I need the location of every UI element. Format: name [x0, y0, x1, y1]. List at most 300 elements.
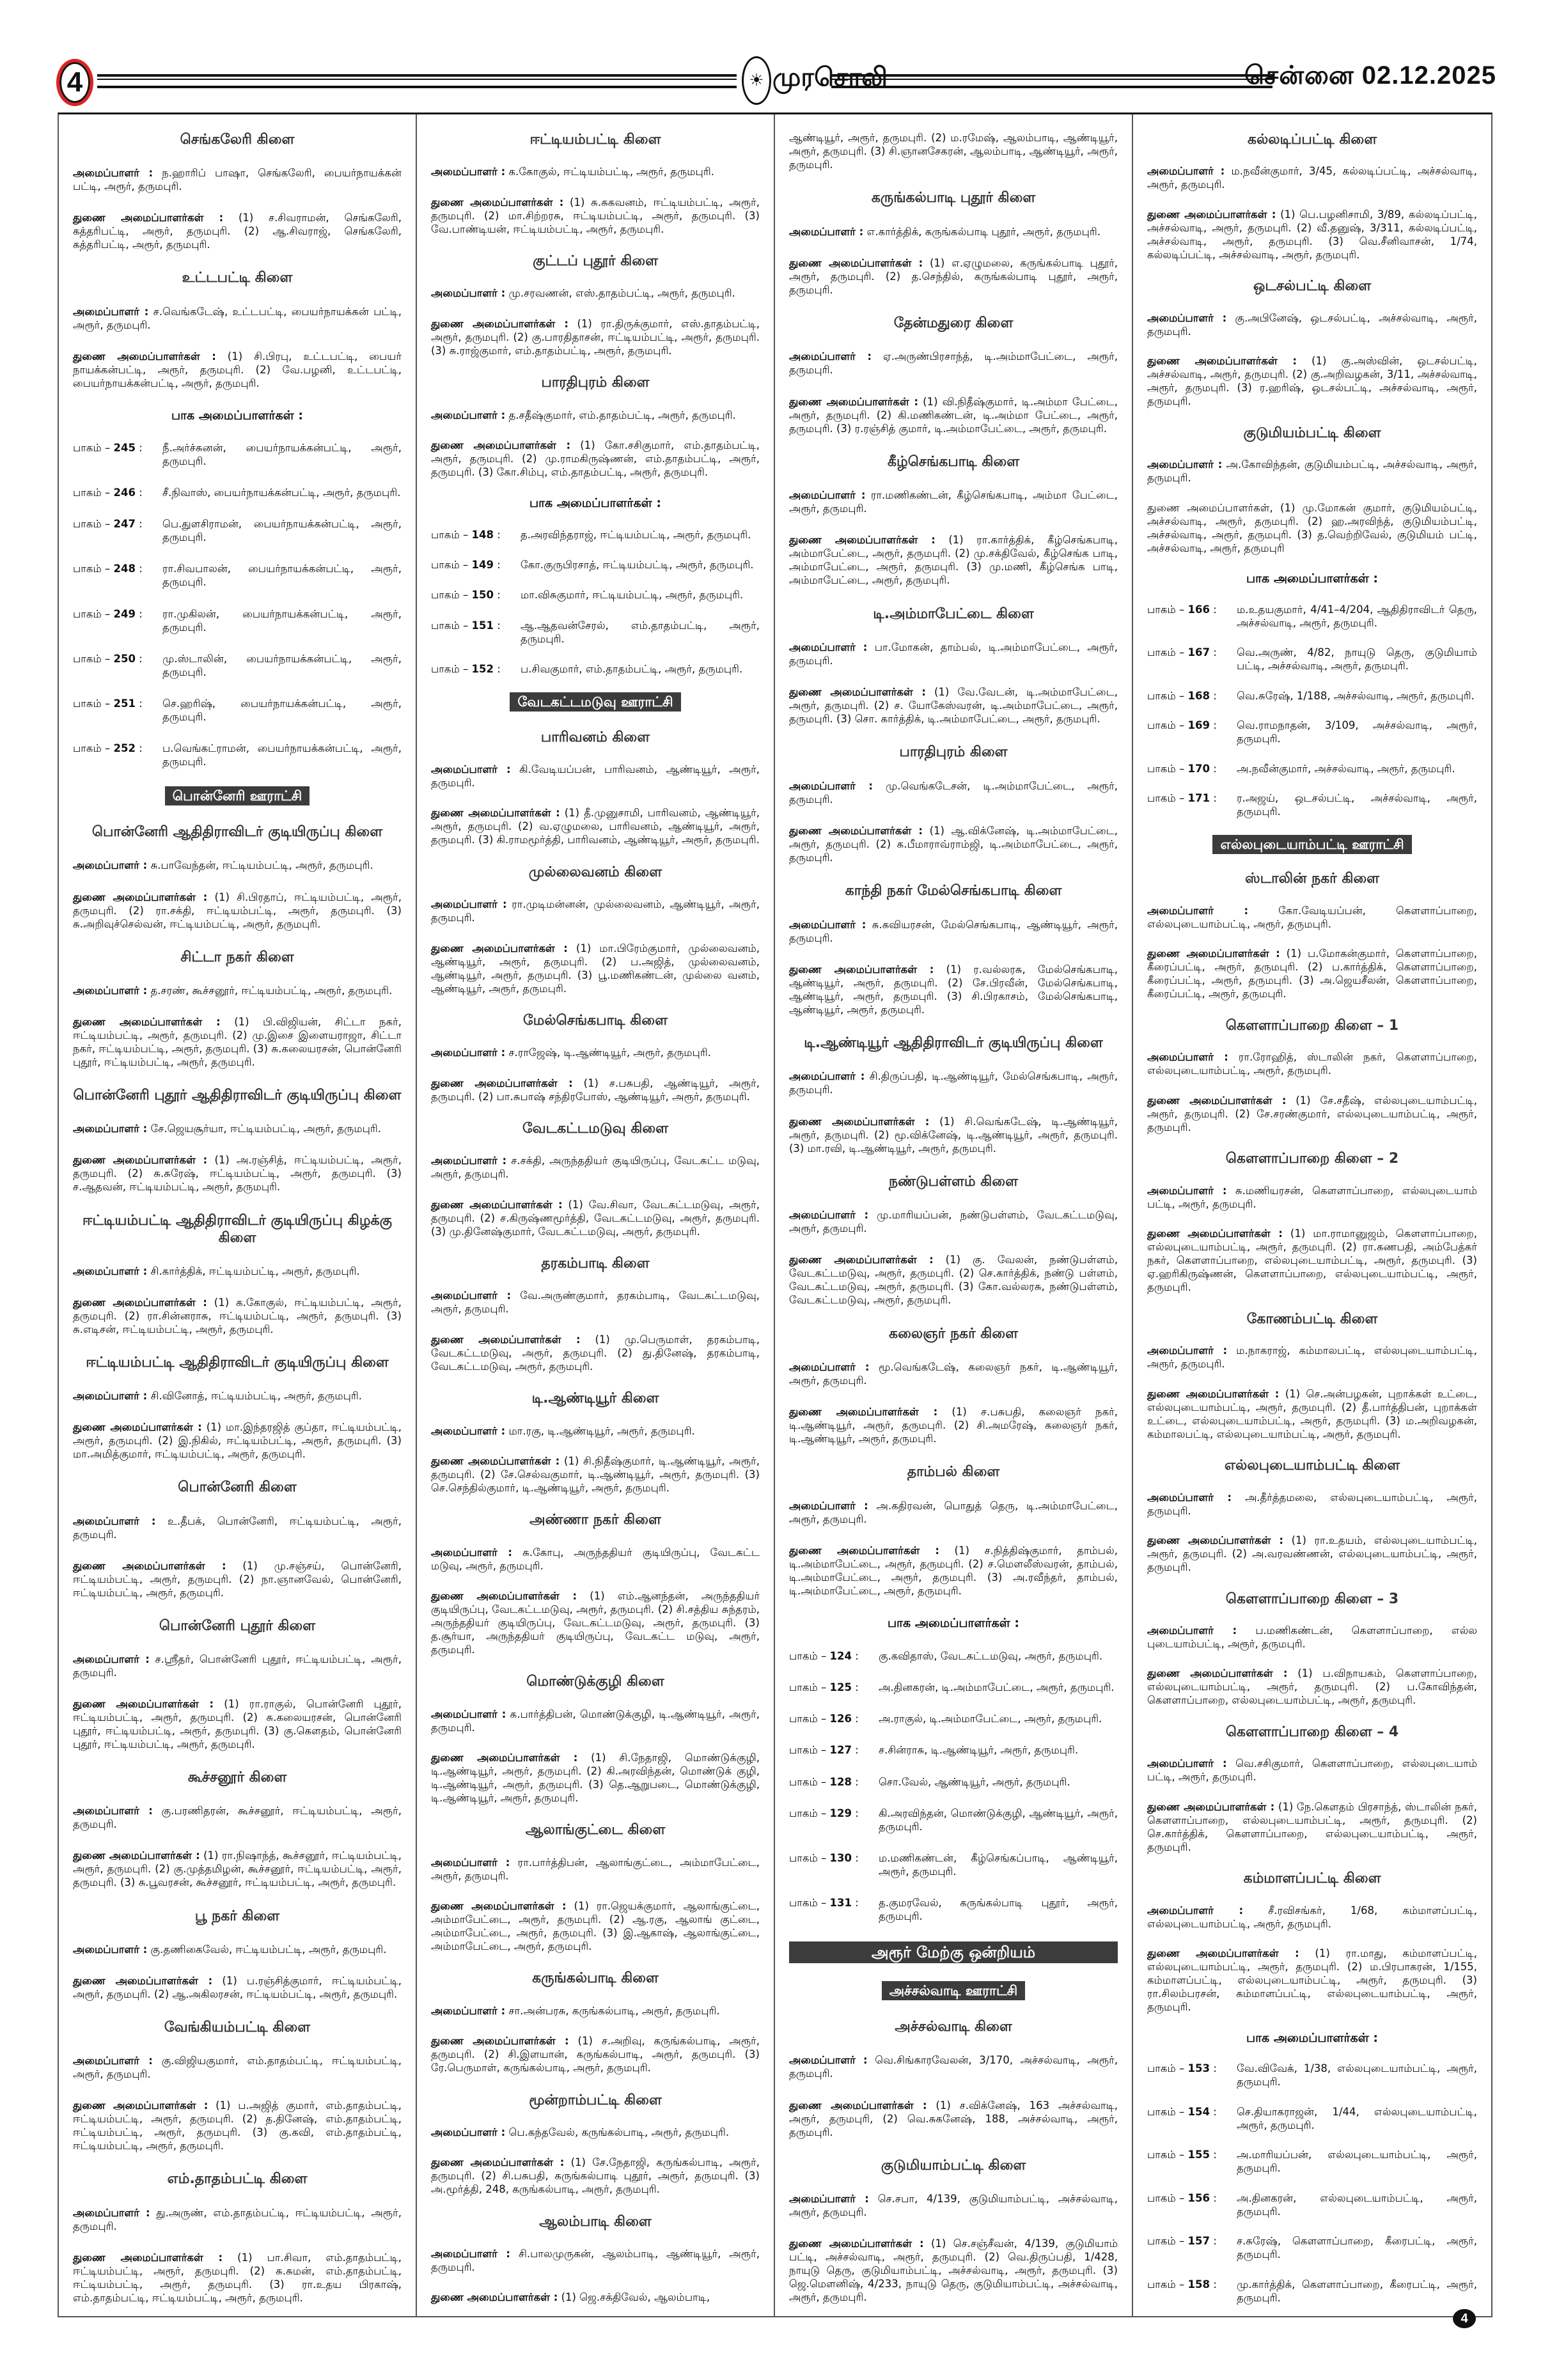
booth-colon: :: [1213, 2235, 1217, 2248]
booth-organiser-row: [789, 1712, 1118, 1725]
entry-label: துணை அமைப்பாளர்கள் :: [73, 891, 208, 903]
entry-label: துணை அமைப்பாளர்கள் :: [73, 1849, 200, 1862]
entry-label: துணை அமைப்பாளர்கள் :: [1147, 1667, 1288, 1680]
organiser-entry: [431, 2247, 760, 2274]
entry-label: அமைப்பாளர் :: [431, 1856, 510, 1869]
booth-organiser-text: நீ.அர்ச்சுனன், பையர்நாயக்கன்பட்டி, அரூர், தருமபுரி.: [162, 441, 402, 467]
branch-heading: ஈட்டியம்பட்டி ஆதிதிராவிடர் குடியிருப்பு கிளை: [86, 1354, 389, 1371]
deputy-organisers-entry: [431, 1198, 760, 1238]
booth-organiser-text: ரா.முகிலன், பையர்நாயக்கன்பட்டி, அரூர், தருமபுரி.: [162, 607, 402, 634]
entry-label: துணை அமைப்பாளர்கள் :: [73, 1974, 213, 1987]
booth-label: பாகம் –: [73, 563, 111, 575]
entry-text: சி.வினோத், ஈட்டியம்பட்டி, அரூர், தருமபுரி.: [150, 1390, 363, 1403]
booth-organiser-row: [73, 697, 402, 724]
branch-heading: பொன்னேரி ஆதிதிராவிடர் குடியிருப்பு கிளை: [91, 824, 383, 841]
entry-text: (1) ஜெ.சக்திவேல், ஆலம்பாடி,: [561, 2291, 710, 2304]
organiser-entry: [431, 1154, 760, 1181]
entry-label: துணை அமைப்பாளர்கள் :: [789, 824, 923, 837]
branch-heading: குடுமியம்பட்டி கிளை: [1243, 424, 1381, 441]
organiser-entry: [431, 286, 760, 300]
branch-heading: வேங்கியம்பட்டி கிளை: [164, 2019, 311, 2036]
booth-label: பாகம் –: [789, 1897, 827, 1909]
booth-organiser-text: ரா.சிவபாலன், பையர்நாயக்கன்பட்டி, அரூர், தருமபுரி.: [162, 563, 402, 589]
booth-label: பாகம் –: [1147, 792, 1185, 805]
entry-text: (1) பா.சிவா, எம்.தாதம்பட்டி, ஈட்டியம்பட்டி, அரூர், தருமபுரி. (2) சு.சுமன், எம்.தாதம்பட்டி, ஈட்டியம்பட்டி, அரூர், தருமபுரி. (3) ரா.உதய பிரகாஷ், எம்.தாதம்பட்டி, ஈட்டியம்பட்டி, அரூர், தருமபுரி.: [73, 2251, 402, 2304]
booth-organiser-row: [1147, 719, 1477, 745]
booth-organiser-text: ச.சுரேஷ், கௌளாப்பாறை, கீரைபட்டி, அரூர், தருமபுரி.: [1237, 2235, 1477, 2261]
booth-number-value: 131: [829, 1897, 852, 1909]
entry-text: (1) சி.பிரபு, உட்டபட்டி, பையர் நாயக்கன்பட்டி, அரூர், தருமபுரி. (2) வே.பழனி, உட்டபட்டி, பையர்நாயக்கன்பட்டி, அரூர், தருமபுரி.: [73, 350, 402, 389]
booth-label: பாகம் –: [431, 663, 469, 676]
booth-organiser-row: [431, 619, 760, 646]
booth-colon: :: [497, 528, 501, 541]
booth-organiser-row: [789, 1775, 1118, 1789]
entry-label: துணை அமைப்பாளர்கள் :: [431, 807, 560, 820]
booth-organiser-row: [1147, 646, 1477, 673]
entry-text: ப.மணிகண்டன், கௌளாப்பாறை, எல்ல புடையாம்பட்டி, அரூர், தருமபுரி.: [1147, 1624, 1477, 1650]
entry-text: மு.சரவணன், எஸ்.தாதம்பட்டி, அரூர், தருமபுரி.: [508, 287, 735, 300]
entry-label: துணை அமைப்பாளர்கள் :: [789, 1406, 938, 1419]
entry-text: (1) வே.சிவா, வேடகட்டமடுவு, அரூர், தருமபுரி. (2) ச.கிருஷ்ணமூர்த்தி, வேடகட்டமடுவு, அரூர், தருமபுரி. (3) மு.தினேஷ்குமார், வேடகட்டமடுவு, அரூர், தருமபுரி.: [431, 1198, 760, 1238]
organiser-entry: [431, 1289, 760, 1316]
booth-organiser-row: [1147, 603, 1477, 630]
booth-organiser-text: வெ.ராமநாதன், 3/109, அச்சல்வாடி, அரூர், தருமபுரி.: [1237, 719, 1477, 745]
booth-colon: :: [139, 563, 143, 575]
booth-organisers-heading: பாக அமைப்பாளர்கள் :: [171, 408, 303, 423]
entry-label: அமைப்பாளர் :: [1147, 458, 1223, 471]
booth-organiser-row: [431, 588, 760, 602]
deputy-organisers-entry: [1147, 1667, 1477, 1707]
booth-number-value: 128: [829, 1775, 852, 1788]
entry-label: அமைப்பாளர் :: [73, 984, 148, 997]
branch-heading: பாரதிபுரம் கிளை: [899, 744, 1008, 761]
branch-heading: பாரதிபுரம் கிளை: [541, 375, 650, 391]
entry-text: க.பார்த்திபன், மொண்டுக்குழி, டி.ஆண்டியூர், அரூர், தருமபுரி.: [431, 1707, 760, 1734]
branch-heading: ஆலாங்குட்டை கிளை: [525, 1822, 666, 1839]
branch-heading: குடுமியாம்பட்டி கிளை: [881, 2157, 1026, 2174]
booth-label: பாகம் –: [431, 558, 469, 571]
entry-text: (1) ச.பசுபதி, கலைஞர் நகர், டி.ஆண்டியூர், அரூர், தருமபுரி. (2) சி.அமரேஷ், கலைஞர் நகர், டி.ஆண்டியூர், அரூர், தருமபுரி.: [789, 1406, 1118, 1445]
deputy-organisers-entry: [1147, 208, 1477, 261]
booth-organiser-text: ர.அஜய், ஒடசல்பட்டி, அச்சல்வாடி, அரூர், தருமபுரி.: [1237, 792, 1477, 818]
organiser-entry: [1147, 1757, 1477, 1784]
entry-label: அமைப்பாளர் :: [73, 2206, 150, 2219]
entry-label: துணை அமைப்பாளர்கள் :: [73, 1698, 214, 1711]
entry-label: அமைப்பாளர் :: [789, 225, 864, 238]
entry-label: அமைப்பாளர் :: [431, 166, 506, 178]
booth-organiser-row: [73, 607, 402, 634]
entry-label: அமைப்பாளர் :: [789, 1209, 869, 1222]
deputy-organisers-entry: [431, 1589, 760, 1656]
deputy-organisers-entry: [431, 1454, 760, 1495]
entry-text: பா.மோகன், தாம்பல், டி.அம்மாபேட்டை, அரூர், தருமபுரி.: [789, 641, 1118, 667]
entry-text: (1) வே.வேடன், டி.அம்மாபேட்டை, அரூர், தருமபுரி. (2) ச. யோகேஸ்வரன், டி.அம்மாபேட்டை, அரூர், தருமபுரி. (3) சொ. கார்த்திக், டி.அம்மாபேட்டை, அரூர், தருமபுரி.: [789, 686, 1118, 726]
entry-label: அமைப்பாளர் :: [1147, 165, 1225, 178]
organiser-entry: [789, 1069, 1118, 1096]
entry-text: (1) ரா.ஜெயக்குமார், ஆலாங்குட்டை, அம்மாபேட்டை, அரூர், தருமபுரி. (2) ஆ.ரகு, ஆலாங் குட்டை, அம்மாபேட்டை, அரூர், தருமபுரி. (3) இ.ஆகாஷ், ஆலாங்குட்டை, அம்மாபேட்டை, அரூர், தருமபுரி.: [431, 1900, 760, 1953]
deputy-organisers-entry: [431, 1077, 760, 1103]
deputy-organisers-entry: [73, 2251, 402, 2305]
organiser-entry: [73, 1122, 402, 1135]
booth-number-value: 124: [829, 1649, 852, 1662]
entry-label: அமைப்பாளர் :: [73, 167, 153, 180]
branch-heading: முல்லைவனம் கிளை: [528, 864, 662, 880]
branch-heading: காந்தி நகர் மேல்செங்கபாடி கிளை: [845, 883, 1062, 899]
organiser-entry: [431, 165, 760, 178]
entry-label: அமைப்பாளர் :: [73, 1390, 148, 1403]
entry-label: துணை அமைப்பாளர்கள் :: [789, 2237, 924, 2250]
booth-label: பாகம் –: [1147, 2149, 1185, 2161]
booth-colon: :: [139, 486, 143, 499]
booth-label: பாகம் –: [73, 518, 111, 531]
booth-organiser-row: [789, 1896, 1118, 1923]
booth-colon: :: [855, 1649, 859, 1662]
booth-number-value: 166: [1187, 603, 1210, 616]
booth-colon: :: [497, 558, 501, 571]
booth-number-value: 248: [113, 563, 136, 575]
entry-text: ம.நவீன்குமார், 3/45, கல்லடிப்பட்டி, அச்சல்வாடி, அரூர், தருமபுரி.: [1147, 165, 1477, 191]
entry-text: சு.கோபு, அருந்ததியர் குடியிருப்பு, வேடகட்ட மடுவு, அரூர், தருமபுரி.: [431, 1546, 760, 1572]
booth-organiser-text: செ.தியாகராஜன், 1/44, எல்லபுடையாம்பட்டி, அரூர், தருமபுரி.: [1237, 2105, 1477, 2131]
booth-number-value: 252: [113, 742, 136, 754]
entry-text: சா.அன்பரசு, கருங்கல்பாடி, அரூர், தருமபுரி.: [508, 2004, 720, 2017]
entry-text: (1) செ.அன்பழகன், புறாக்கள் உட்டை, எல்லபுடையாம்பட்டி, அரூர், தருமபுரி. (2) தீ.பார்த்திபன், புறாக்கள் உட்டை, எல்லபுடையாம்பட்டி, அரூர், தருமபுரி. (3) ம.அறிவழகன், கம்மாலபட்டி, எல்லபுடையாம்பட்டி, அரூர், தருமபுரி.: [1147, 1387, 1477, 1440]
entry-label: துணை அமைப்பாளர்கள் :: [431, 317, 568, 330]
booth-organiser-row: [431, 528, 760, 541]
booth-colon: :: [139, 652, 143, 665]
booth-number-value: 155: [1187, 2149, 1210, 2161]
entry-text: (1) ரா.திருக்குமார், எஸ்.தாதம்பட்டி, அரூர், தருமபுரி. (2) கு.பாரதிதாசன், ஈட்டியம்பட்டி, அரூர், தருமபுரி. (3) சு.ராஜ்குமார், எம்.தாதம்பட்டி, அரூர், தருமபுரி.: [431, 317, 760, 357]
edition-date: சென்னை 02.12.2025: [1244, 61, 1496, 89]
booth-organiser-row: [1147, 689, 1477, 703]
entry-text: செ.சபா, 4/139, குடுமியாம்பட்டி, அச்சல்வாடி, அரூர், தருமபுரி.: [789, 2193, 1118, 2219]
branch-heading: வேடகட்டமடுவு கிளை: [522, 1120, 669, 1137]
booth-label: பாகம் –: [789, 1807, 827, 1819]
booth-colon: :: [1213, 2105, 1217, 2118]
entry-text: (1) ஆ.விக்னேஷ், டி.அம்மாபேட்டை, அரூர், தருமபுரி. (2) க.பீமாராவ்ராம்ஜி, டி.அம்மாபேட்டை, அரூர், தருமபுரி.: [789, 824, 1118, 864]
branch-heading: கோணம்பட்டி கிளை: [1246, 1311, 1378, 1327]
booth-number-value: 251: [113, 697, 136, 710]
entry-text: (1) ச.சிவராமன், செங்கலேரி, கத்தரிபட்டி, அரூர், தருமபுரி. (2) ஆ.சிவராஜ், செங்கலேரி, கத்தரிபட்டி, அரூர், தருமபுரி.: [73, 212, 402, 251]
entry-label: துணை அமைப்பாளர்கள் :: [73, 1015, 221, 1028]
entry-text: சீ.ரவிசங்கர், 1/68, கம்மாளப்பட்டி, எல்லபுடையாம்பட்டி, அரூர், தருமபுரி.: [1147, 1904, 1477, 1930]
booth-number-value: 250: [113, 652, 136, 665]
entry-text: சு.கவியரசன், மேல்செங்கபாடி, ஆண்டியூர், அரூர், தருமபுரி.: [789, 918, 1118, 944]
entry-label: துணை அமைப்பாளர்கள் :: [1147, 208, 1276, 221]
entry-text: ச.வெங்கடேஷ், உட்டபட்டி, பையர்நாயக்கன் பட்டி, அரூர், தருமபுரி.: [73, 305, 402, 331]
booth-number-value: 156: [1187, 2191, 1210, 2204]
booth-colon: :: [1213, 762, 1217, 775]
entry-text: (1) தீ.முனுசாமி, பாரிவனம், ஆண்டியூர், அரூர், தருமபுரி. (2) வ.ஏழுமலை, பாரிவனம், ஆண்டியூர், அரூர், தருமபுரி. (3) கி.ராமமூர்த்தி, பாரிவனம், ஆண்டியூர், அரூர், தருமபுரி.: [431, 807, 760, 846]
organiser-entry: [789, 225, 1118, 238]
entry-label: துணை அமைப்பாளர்கள் :: [73, 2099, 208, 2112]
entry-label: அமைப்பாளர் :: [73, 859, 148, 872]
article-columns: [58, 113, 1492, 2317]
booth-colon: :: [855, 1807, 859, 1819]
entry-text: (1) வி.நிதீஷ்குமார், டி.அம்மா பேட்டை, அரூர், தருமபுரி. (2) கி.மணிகண்டன், டி.அம்மா பேட்டை, அரூர், தருமபுரி. (3) ர.ரஞ்சித் குமார், டி.அம்மாபேட்டை, அரூர், தருமபுரி.: [789, 395, 1118, 435]
entry-text: (1) ர.வல்லரசு, மேல்செங்கபாடி, ஆண்டியூர், அரூர், தருமபுரி. (2) சே.பிரவீன், மேல்செங்கபாடி, ஆண்டியூர், அரூர், தருமபுரி. (3) சி.பிரகாசம், மேல்செங்கபாடி, ஆண்டியூர், அரூர், தருமபுரி.: [789, 963, 1118, 1016]
deputy-organisers-entry: [789, 685, 1118, 726]
booth-colon: :: [497, 663, 501, 676]
booth-number-value: 247: [113, 518, 136, 531]
booth-colon: :: [1213, 792, 1217, 805]
booth-colon: :: [855, 1775, 859, 1788]
booth-number-value: 127: [829, 1744, 852, 1757]
booth-label: பாகம் –: [1147, 646, 1185, 659]
entry-label: துணை அமைப்பாளர்கள் :: [431, 1454, 560, 1467]
booth-label: பாகம் –: [1147, 2191, 1185, 2204]
entry-text: அ.தீர்த்தமலை, எல்லபுடையாம்பட்டி, அரூர், தருமபுரி.: [1147, 1491, 1477, 1517]
branch-heading: கௌளாப்பாறை கிளை – 1: [1225, 1017, 1399, 1034]
branch-heading: அண்ணா நகர் கிளை: [529, 1512, 661, 1528]
booth-number-value: 168: [1187, 689, 1210, 702]
booth-organiser-row: [789, 1851, 1118, 1878]
booth-label: பாகம் –: [73, 607, 111, 620]
branch-heading: கருங்கல்பாடி கிளை: [532, 1970, 659, 1987]
entry-label: அமைப்பாளர் :: [789, 1070, 865, 1083]
booth-organiser-text: அ.நவீன்குமார், அச்சல்வாடி, அரூர், தருமபுரி.: [1237, 762, 1455, 775]
entry-text: அ.கதிரவன், பொதுத் தெரு, டி.அம்மாபேட்டை, அரூர், தருமபுரி.: [789, 1499, 1118, 1525]
booth-organisers-heading: பாக அமைப்பாளர்கள் :: [1246, 572, 1378, 586]
booth-label: பாகம் –: [1147, 689, 1185, 702]
branch-heading: கீழ்செங்கபாடி கிளை: [887, 453, 1020, 470]
booth-label: பாகம் –: [1147, 719, 1185, 732]
branch-heading: பொன்னேரி கிளை: [178, 1479, 297, 1496]
booth-number: [73, 562, 162, 589]
deputy-organisers-entry: [431, 1751, 760, 1805]
booth-number-value: 167: [1187, 646, 1210, 659]
entry-label: அமைப்பாளர் :: [73, 1123, 148, 1135]
deputy-organisers-entry: [73, 1296, 402, 1336]
booth-organiser-text: மா.விசுகுமார், ஈட்டியம்பட்டி, அரூர், தருமபுரி.: [521, 589, 744, 602]
booth-organiser-text: மு.ஸ்டாலின், பையர்நாயக்கன்பட்டி, அரூர், தருமபுரி.: [162, 652, 402, 678]
deputy-organisers-entry: [789, 963, 1118, 1016]
entry-text: (1) க.கோகுல், ஈட்டியம்பட்டி, அரூர், தருமபுரி. (2) ரா.சின்னராசு, ஈட்டியம்பட்டி, அரூர், தருமபுரி. (3) சு.எடிசன், ஈட்டியம்பட்டி, அரூர், தருமபுரி.: [73, 1296, 402, 1335]
entry-label: அமைப்பாளர் :: [73, 305, 149, 318]
entry-label: துணை அமைப்பாளர்கள் :: [1147, 1387, 1280, 1400]
organiser-entry: [1147, 311, 1477, 338]
organiser-entry: [1147, 1050, 1477, 1077]
branch-heading: ஈட்டியம்பட்டி ஆதிதிராவிடர் குடியிருப்பு கிழக்கு கிளை: [82, 1212, 393, 1246]
booth-organiser-row: [789, 1743, 1118, 1757]
deputy-organisers-entry: [73, 1015, 402, 1069]
entry-text: சி.திருப்பதி, டி.ஆண்டியூர், மேல்செங்கபாடி, அரூர், தருமபுரி.: [789, 1070, 1118, 1096]
entry-text: (1) ரா.மாது, கம்மாளப்பட்டி, எல்லபுடையாம்பட்டி, அரூர், தருமபுரி. (2) ம.பிரபாகரன், 1/155, கம்மாளப்பட்டி, எல்லபுடையாம்பட்டி, அரூர், தருமபுரி. (3) ரா.சிலம்பரசன், கம்மாளப்பட்டி, எல்லபுடையாம்பட்டி, அரூர், தருமபுரி.: [1147, 1947, 1477, 2014]
branch-heading: பாரிவனம் கிளை: [540, 729, 650, 745]
branch-heading: பொன்னேரி புதூர் ஆதிதிராவிடர் குடியிருப்பு கிளை: [73, 1087, 402, 1104]
booth-number-value: 171: [1187, 792, 1210, 805]
branch-heading: கௌளாப்பாறை கிளை – 2: [1225, 1151, 1399, 1167]
organiser-entry: [431, 1046, 760, 1059]
branch-heading: கல்லடிப்பட்டி கிளை: [1247, 132, 1377, 148]
entry-label: அமைப்பாளர் :: [431, 408, 506, 421]
booth-colon: :: [139, 697, 143, 710]
entry-text: (1) பெ.பழனிசாமி, 3/89, கல்லடிப்பட்டி, அச்சல்வாடி, அரூர், தருமபுரி. (2) வீ.தனுஷ், 3/311, கல்லடிப்பட்டி, அச்சல்வாடி, அரூர், தருமபுரி. (3) வெ.சீனிவாசன், 1/74, கல்லடிப்பட்டி, அச்சல்வாடி, அரூர், தருமபுரி.: [1147, 208, 1477, 261]
branch-heading: சிட்டா நகர் கிளை: [180, 949, 294, 965]
branch-heading: ஆலம்பாடி கிளை: [539, 2213, 652, 2230]
booth-number: [1147, 2234, 1237, 2261]
entry-label: அமைப்பாளர் :: [1147, 311, 1227, 324]
entry-label: துணை அமைப்பாளர்கள் :: [431, 1077, 573, 1089]
masthead-rule-right: [831, 74, 1273, 88]
booth-number-value: 170: [1187, 762, 1210, 775]
entry-label: அமைப்பாளர் :: [431, 2247, 510, 2260]
entry-label: அமைப்பாளர் :: [1147, 1491, 1232, 1504]
entry-label: துணை அமைப்பாளர்கள் :: [431, 1198, 563, 1211]
entry-label: அமைப்பாளர் :: [73, 1943, 148, 1956]
booth-organiser-text: வெ.சுரேஷ், 1/188, அச்சல்வாடி, அரூர், தருமபுரி.: [1237, 689, 1475, 702]
entry-text: மூ.வெங்கடேஷ், கலைஞர் நகர், டி.ஆண்டியூர், அரூர், தருமபுரி.: [789, 1360, 1118, 1387]
entry-text: ஏ.அருண்பிரசாந்த், டி.அம்மாபேட்டை, அரூர், தருமபுரி.: [789, 350, 1118, 377]
booth-number-value: 246: [113, 486, 136, 499]
booth-number-value: 169: [1187, 719, 1210, 732]
organiser-entry: [431, 1424, 760, 1438]
branch-heading: கௌளாப்பாறை கிளை – 3: [1225, 1591, 1399, 1607]
booth-organiser-text: சீ.நிவாஸ், பையர்நாயக்கன்பட்டி, அரூர், தருமபுரி.: [162, 486, 401, 499]
organiser-entry: [789, 488, 1118, 515]
entry-text: கோ.வேடியப்பன், கௌளாப்பாறை, எல்லபுடையாம்பட்டி, அரூர், தருமபுரி.: [1147, 904, 1478, 930]
entry-label: துணை அமைப்பாளர்கள் :: [789, 686, 926, 699]
entry-text: (1) கோ.சசிகுமார், எம்.தாதம்பட்டி, அரூர், தருமபுரி. (2) மு.ராமகிருஷ்ணன், எம்.தாதம்பட்டி, அரூர், தருமபுரி. (3) கோ.சிம்பு, எம்.தாதம்பட்டி, அரூர், தருமபுரி.: [431, 439, 760, 478]
column-1: [59, 114, 417, 2316]
booth-number-value: 157: [1187, 2235, 1210, 2248]
booth-label: பாகம் –: [1147, 2062, 1185, 2075]
booth-organiser-text: வெ.அருண், 4/82, நாயுடு தெரு, குடுமியாம் பட்டி, அச்சல்வாடி, அரூர், தருமபுரி.: [1237, 646, 1477, 673]
entry-label: அமைப்பாளர் :: [789, 489, 866, 502]
branch-heading: டி.ஆண்டியூர் ஆதிதிராவிடர் குடியிருப்பு கிளை: [804, 1035, 1103, 1052]
deputy-organisers-entry: [789, 395, 1118, 435]
organiser-entry: [1147, 904, 1477, 931]
entry-label: அமைப்பாளர் :: [431, 1707, 506, 1720]
booth-number: [789, 1896, 879, 1923]
entry-label: துணை அமைப்பாளர்கள் :: [1147, 947, 1280, 960]
page-number-badge: 4: [56, 59, 93, 106]
branch-heading: எல்லபுடையாம்பட்டி கிளை: [1224, 1458, 1400, 1474]
entry-text: (1) சு.சுகவனம், ஈட்டியம்பட்டி, அரூர், தருமபுரி. (2) மா.சிற்றரசு, ஈட்டியம்பட்டி, அரூர், தருமபுரி. (3) வே.பாண்டியன், ஈட்டியம்பட்டி, அரூர், தருமபுரி.: [431, 196, 760, 235]
booth-organisers-heading: பாக அமைப்பாளர்கள் :: [529, 496, 661, 511]
organiser-entry: [1147, 1344, 1477, 1371]
entry-label: துணை அமைப்பாளர்கள் :: [73, 2251, 223, 2264]
booth-organiser-text: த.அரவிந்தராஜ், ஈட்டியம்பட்டி, அரூர், தருமபுரி.: [521, 528, 751, 541]
booth-colon: :: [139, 441, 143, 454]
booth-number: [1147, 689, 1237, 703]
entry-label: துணை அமைப்பாளர்கள் :: [73, 1296, 207, 1309]
branch-heading: தரகம்பாடி கிளை: [541, 1256, 650, 1272]
entry-label: அமைப்பாளர் :: [789, 2054, 868, 2067]
entry-label: அமைப்பாளர் :: [73, 1514, 156, 1527]
entry-text: (1) மு.சஞ்சய், பொன்னேரி, ஈட்டியம்பட்டி, அரூர், தருமபுரி. (2) நா.ஞானவேல், பொன்னேரி, ஈட்டியம்பட்டி, அரூர், தருமபுரி.: [73, 1559, 402, 1599]
booth-colon: :: [855, 1852, 859, 1865]
organiser-entry: [431, 1856, 760, 1883]
entry-label: அமைப்பாளர் :: [789, 2193, 869, 2205]
deputy-organisers-entry: [431, 2156, 760, 2196]
booth-number-value: 129: [829, 1807, 852, 1819]
booth-number-value: 148: [471, 528, 494, 541]
entry-text: சி.பாலமுருகன், ஆலம்பாடி, ஆண்டியூர், அரூர், தருமபுரி.: [431, 2247, 760, 2273]
booth-organiser-text: அ.தினகரன், டி.அம்மாபேட்டை, அரூர், தருமபுரி.: [879, 1681, 1115, 1693]
booth-organiser-text: கி.அரவிந்தன், மொண்டுக்குழி, ஆண்டியூர், அரூர், தருமபுரி.: [879, 1807, 1118, 1833]
booth-label: பாகம் –: [789, 1744, 827, 1757]
entry-text: (1) அ.ரஞ்சித், ஈட்டியம்பட்டி, அரூர், தருமபுரி. (2) சு.சுரேஷ், ஈட்டியம்பட்டி, அரூர், தருமபுரி. (3) ச.ஆதவன், ஈட்டியம்பட்டி, அரூர், தருமபுரி.: [73, 1154, 402, 1194]
booth-colon: :: [139, 607, 143, 620]
organiser-entry: [1147, 164, 1477, 191]
deputy-organisers-entry: [73, 1697, 402, 1751]
entry-text: (1) சே.நேதாஜி, கருங்கல்பாடி, அரூர், தருமபுரி. (2) சி.பசுபதி, கருங்கல்பாடி புதூர், அரூர், தருமபுரி. (3) அ.மூர்த்தி, 248, கருங்கல்பாடி, அரூர், தருமபுரி.: [431, 2156, 760, 2196]
booth-organiser-text: அ.தினகரன், எல்லபுடையாம்பட்டி, அரூர், தருமபுரி.: [1237, 2191, 1477, 2218]
booth-colon: :: [1213, 2191, 1217, 2204]
booth-organiser-row: [789, 1649, 1118, 1663]
booth-colon: :: [139, 518, 143, 531]
entry-label: அமைப்பாளர் :: [73, 1264, 148, 1277]
organiser-entry: [73, 859, 402, 872]
deputy-organisers-entry: [1147, 1534, 1477, 1574]
entry-text: ரா.ரோஹித், ஸ்டாலின் நகர், கௌளாப்பாறை, எல்லபுடையாம்பட்டி, அரூர், தருமபுரி.: [1147, 1051, 1477, 1077]
entry-text: கு.விஜியகுமார், எம்.தாதம்பட்டி, ஈட்டியம்பட்டி, அரூர், தருமபுரி.: [73, 2055, 402, 2081]
entry-label: துணை அமைப்பாளர்கள் :: [1147, 1800, 1275, 1813]
deputy-organisers-entry: [431, 2291, 760, 2304]
entry-label: துணை அமைப்பாளர்கள் :: [789, 534, 936, 547]
entry-text: க.கோகுல், ஈட்டியம்பட்டி, அரூர், தருமபுரி.: [508, 166, 714, 178]
entry-text: (1) எம்.ஆனந்தன், அருந்ததியர் குடியிருப்பு, வேடகட்டமடுவு, அரூர், தருமபுரி. (2) சி.சத்திய சுந்தரம், அருந்ததியர் குடியிருப்பு, வேடகட்டமடுவு, அரூர், தருமபுரி. (3) த.சூர்யா, அருந்ததியர் குடியிருப்பு, வேடகட்ட மடுவு, அரூர், தருமபுரி.: [431, 1589, 760, 1656]
booth-colon: :: [855, 1713, 859, 1725]
organiser-entry: [431, 408, 760, 422]
entry-label: அமைப்பாளர் :: [1147, 904, 1249, 917]
deputy-organisers-entry: [73, 891, 402, 931]
booth-number-value: 152: [471, 663, 494, 676]
entry-text: ச.ராஜேஷ், டி.ஆண்டியூர், அரூர், தருமபுரி.: [508, 1046, 711, 1059]
booth-colon: :: [1213, 2149, 1217, 2161]
deputy-organisers-entry: [789, 533, 1118, 587]
booth-number: [789, 1681, 879, 1694]
booth-number: [789, 1649, 879, 1663]
entry-text: கி.வேடியப்பன், பாரிவனம், ஆண்டியூர், அரூர், தருமபுரி.: [431, 763, 760, 789]
entry-label: துணை அமைப்பாளர்கள் :: [1147, 1227, 1283, 1240]
deputy-organisers-entry: [431, 2034, 760, 2074]
branch-heading: நண்டுபள்ளம் கிளை: [889, 1173, 1018, 1190]
panchayat-banner: அச்சல்வாடி ஊராட்சி: [882, 1981, 1026, 2000]
booth-label: பாகம் –: [73, 652, 111, 665]
footer-page-number: 4: [1453, 2309, 1476, 2328]
organiser-entry: [1147, 1904, 1477, 1931]
booth-number: [1147, 603, 1237, 630]
deputy-organisers-entry: [1147, 1387, 1477, 1441]
deputy-organisers-entry: [789, 1253, 1118, 1307]
branch-heading: கூச்சனூர் கிளை: [187, 1769, 287, 1786]
booth-colon: :: [855, 1897, 859, 1909]
booth-organiser-row: [1147, 2148, 1477, 2175]
booth-colon: :: [1213, 2062, 1217, 2075]
booth-organiser-row: [73, 517, 402, 544]
entry-text: (1) சி.நேதாஜி, மொண்டுக்குழி, டி.ஆண்டியூர், அரூர், தருமபுரி. (2) கி.அரவிந்தன், மொண்டுக் குழி, டி.ஆண்டியூர், அரூர், தருமபுரி. (3) தெ.ஆறுபடை, மொண்டுக்குழி, டி.ஆண்டியூர், அரூர், தருமபுரி.: [431, 1752, 760, 1805]
entry-label: துணை அமைப்பாளர்கள் :: [431, 2035, 569, 2048]
deputy-organisers-entry: [789, 256, 1118, 297]
entry-text: கு.தணிகைவேல், ஈட்டியம்பட்டி, அரூர், தருமபுரி.: [150, 1943, 387, 1956]
organiser-entry: [73, 166, 402, 193]
booth-colon: :: [497, 619, 501, 632]
entry-label: அமைப்பாளர் :: [1147, 1904, 1244, 1917]
entry-label: துணை அமைப்பாளர்கள் :: [431, 1333, 581, 1346]
entry-label: துணை அமைப்பாளர்கள் :: [431, 2156, 565, 2169]
booth-number: [1147, 2191, 1237, 2218]
entry-text: (1) ச.பசுபதி, ஆண்டியூர், அரூர், தருமபுரி. (2) பா.சுபாஷ் சந்திரபோஸ், ஆண்டியூர், அரூர், தருமபுரி.: [431, 1077, 760, 1103]
entry-label: துணை அமைப்பாளர்கள் :: [789, 1115, 930, 1128]
entry-label: அமைப்பாளர் :: [1147, 1757, 1227, 1770]
organiser-entry: [1147, 1624, 1477, 1651]
entry-text: (1) ப.அஜித் குமார், எம்.தாதம்பட்டி, ஈட்டியம்பட்டி, அரூர், தருமபுரி. (2) த.தினேஷ், எம்.தாதம்பட்டி, ஈட்டியம்பட்டி, அரூர், தருமபுரி. (3) கு.கவி, எம்.தாதம்பட்டி, ஈட்டியம்பட்டி, அரூர், தருமபுரி.: [73, 2099, 402, 2152]
deputy-organisers-entry: [789, 1405, 1118, 1445]
organiser-entry: [1147, 1184, 1477, 1211]
entry-text: மு.மாரியப்பன், நண்டுபள்ளம், வேடகட்டமடுவு, அரூர், தருமபுரி.: [789, 1209, 1118, 1235]
